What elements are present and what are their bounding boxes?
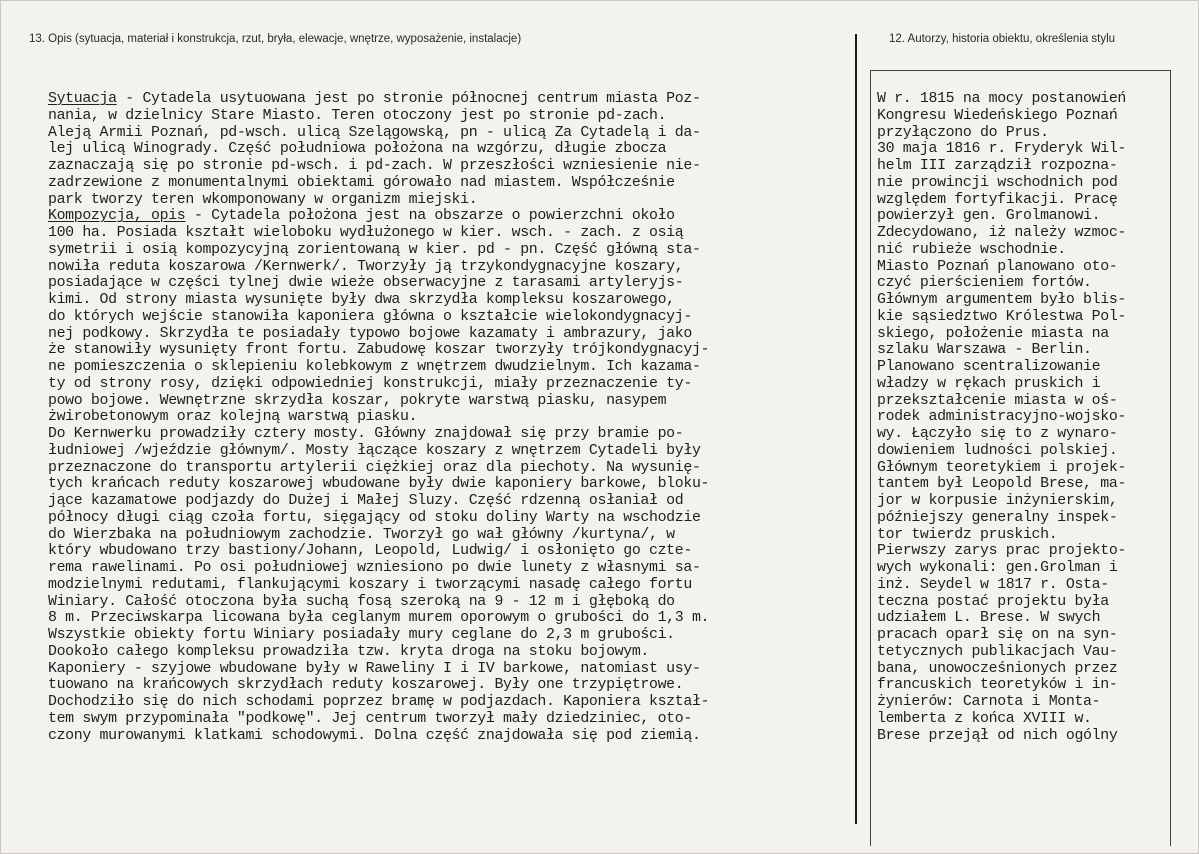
text-line: żynierów: Carnota i Monta-: [877, 694, 1101, 710]
text-line: [48, 208, 838, 225]
text-line: że stanowiły wysunięty front fortu. Zabudowę koszar tworzyły trójkondygnacyj-: [48, 342, 710, 359]
text-line: tuowano na krańcowych skrzydłach reduty koszarowej. Były one trzypiętrowe.: [48, 677, 684, 694]
text-line: 30 maja 1816 r. Fryderyk Wil-: [877, 141, 1126, 158]
text-line: czyć pierścieniem fortów.: [877, 275, 1092, 292]
text-line: lemberta z końca XVIII w.: [877, 710, 1092, 727]
text-line: symetrii i osią kompozycyjną zorientowaną w kier. pd - pn. Część główną sta-: [48, 241, 701, 258]
section-title: Sytuacja: [48, 91, 117, 107]
text-line: teczna postać projektu była: [877, 593, 1109, 610]
text-line: przeznaczone do transportu artylerii ciężkiej oraz dla piechoty. Na wysunię-: [48, 459, 701, 476]
text-line: Pierwszy zarys prac projekto-: [877, 543, 1126, 560]
text-line: przyłączono do Prus.: [877, 124, 1049, 141]
text-line: nowiła reduta koszarowa /Kernwerk/. Tworzyły ją trzykondygnacyjne koszary,: [48, 258, 684, 275]
text-line: tor twierdz pruskich.: [877, 526, 1058, 543]
text-line: Do Kernwerku prowadziły cztery mosty. Główny znajdował się przy bramie po-: [48, 426, 684, 442]
text-line: Kongresu Wiedeńskiego Poznań: [877, 107, 1118, 124]
text-line: nej podkowy. Skrzydła te posiadały typowo bojowe kazamaty i ambrazury, jako: [48, 325, 692, 342]
text-line: zaznaczają się po stronie pd-wsch. i pd-zach. W przeszłości wzniesienie nie-: [48, 158, 701, 174]
section-first-line-rest: - Cytadela usytuowana jest po stronie północnej centrum miasta Poz-: [116, 91, 701, 107]
text-line: zadrzewione z monumentalnymi obiektami górowało nad miastem. Współcześnie: [48, 174, 675, 191]
text-line: Aleją Armii Poznań, pd-wsch. ulicą Szelągowską, pn - ulicą Za Cytadelą i da-: [48, 124, 701, 141]
text-line: łudniowej /wjeździe głównym/. Mosty łączące koszary z wnętrzem Cytadeli były: [48, 442, 701, 459]
text-line: powo bojowe. Wewnętrzne skrzydła koszar, pokryte warstwą piasku, nasypem: [48, 392, 667, 409]
text-line: północy długi ciąg czoła fortu, sięgający od stoku doliny Warty na wschodzie: [48, 509, 701, 526]
text-line: Głównym teoretykiem i projek-: [877, 459, 1126, 476]
text-line: wy. Łączyło się to z wynaro-: [877, 426, 1118, 442]
text-line: Dochodziło się do nich schodami poprzez bramę w podjazdach. Kaponiera kształ-: [48, 694, 710, 710]
text-line: Wszystkie obiekty fortu Winiary posiadały mury ceglane do 2,3 m grubości.: [48, 627, 675, 643]
text-line: bana, unowocześnionych przez: [877, 660, 1118, 677]
text-line: względem fortyfikacji. Pracę: [877, 191, 1118, 208]
text-line: Planowano scentralizowanie: [877, 359, 1101, 375]
text-line: do Wierzbaka na południowym zachodzie. Tworzył go wał główny /kurtyna/, w: [48, 526, 675, 543]
text-line: czony murowanymi klatkami schodowymi. Dolna część znajdowała się pod ziemią.: [48, 727, 701, 744]
text-line: posiadające w części tylnej dwie wieże obserwacyjne z tarasami artyleryjs-: [48, 275, 684, 292]
text-line: do których wejście stanowiła kaponiera główna o kształcie wielokondygnacyj-: [48, 308, 692, 325]
text-line: francuskich teoretyków i in-: [877, 677, 1118, 694]
text-line: skiego, położenie miasta na: [877, 325, 1109, 342]
text-line: ty od strony rosy, dzięki odpowiedniej konstrukcji, miały przeznaczenie ty-: [48, 375, 692, 392]
text-line: przekształcenie miasta w oś-: [877, 392, 1118, 409]
section-heading-description: 13. Opis (sytuacja, materiał i konstrukcja, rzut, bryła, elewacje, wnętrze, wyposażenie, instalacje): [29, 33, 522, 45]
text-line: dowieniem ludności polskiej.: [877, 442, 1118, 459]
text-line: ne pomieszczenia o sklepieniu kolebkowym z wnętrzem dwudzielnym. Ich kazama-: [48, 359, 701, 375]
text-line: tych krańcach reduty koszarowej wbudowane były dwie kaponiery barkowe, bloku-: [48, 476, 710, 493]
description-text: [48, 91, 838, 744]
text-line: kimi. Od strony miasta wysunięte były dwa skrzydła kompleksu koszarowego,: [48, 292, 675, 308]
text-line: W r. 1815 na mocy postanowień: [877, 91, 1126, 107]
text-line: Winiary. Całość otoczona była suchą fosą szeroką na 9 - 12 m i głęboką do: [48, 593, 675, 610]
text-line: nie prowincji wschodnich pod: [877, 174, 1118, 191]
text-line: nania, w dzielnicy Stare Miasto. Teren otoczony jest po stronie pd-zach.: [48, 107, 667, 124]
text-line: pracach oparł się on na syn-: [877, 627, 1118, 643]
text-line: modzielnymi redutami, flankującymi koszary i tworzącymi nasadę całego fortu: [48, 576, 692, 593]
text-line: Dookoło całego kompleksu prowadziła tzw. kryta droga na stoku bojowym.: [48, 643, 650, 660]
text-line: inż. Seydel w 1817 r. Osta-: [877, 576, 1109, 593]
text-line: żwirobetonowym oraz kolejną warstwą piasku.: [48, 409, 418, 426]
text-line: jor w korpusie inżynierskim,: [877, 493, 1118, 509]
column-divider: [855, 34, 857, 824]
text-line: Brese przejął od nich ogólny: [877, 727, 1118, 744]
text-line: tantem był Leopold Brese, ma-: [877, 476, 1126, 493]
text-line: Głównym argumentem było blis-: [877, 292, 1126, 308]
section-title: Kompozycja, opis: [48, 208, 186, 225]
text-line: [48, 91, 838, 108]
text-line: park tworzy teren wkomponowany w organizm miejski.: [48, 191, 478, 208]
text-line: Miasto Poznań planowano oto-: [877, 258, 1118, 275]
text-line: Kaponiery - szyjowe wbudowane były w Raweliny I i IV barkowe, natomiast usy-: [48, 660, 701, 677]
text-line: helm III zarządził rozpozna-: [877, 158, 1118, 174]
text-line: Zdecydowano, iż należy wzmoc-: [877, 225, 1126, 241]
text-line: szlaku Warszawa - Berlin.: [877, 342, 1092, 359]
text-line: udziałem L. Brese. W swych: [877, 610, 1101, 627]
text-line: późniejszy generalny inspek-: [877, 509, 1118, 526]
text-line: 100 ha. Posiada kształt wieloboku wydłużonego w kier. wsch. - zach. z osią: [48, 225, 684, 241]
text-line: jące kazamatowe podjazdy do Dużej i Małej Sluzy. Część rdzenną osłaniał od: [48, 493, 684, 509]
text-line: 8 m. Przeciwskarpa licowana była ceglanym murem oporowym o grubości do 1,3 m.: [48, 610, 710, 627]
section-heading-history: 12. Autorzy, historia obiektu, określenia stylu: [889, 33, 1116, 45]
section-first-line-rest: - Cytadela położona jest na obszarze o powierzchni około: [185, 208, 675, 225]
text-line: nić rubieże wschodnie.: [877, 241, 1066, 258]
text-line: tetycznych publikacjach Vau-: [877, 643, 1118, 660]
text-line: rodek administracyjno-wojsko-: [877, 409, 1126, 426]
text-line: lej ulicą Winogrady. Część południowa położona na wzgórzu, długie zbocza: [48, 141, 667, 158]
text-line: kie sąsiedztwo Królestwa Pol-: [877, 308, 1126, 325]
text-line: rema rawelinami. Po osi południowej wzniesiono po dwie lunety z własnymi sa-: [48, 560, 701, 576]
text-line: powierzył gen. Grolmanowi.: [877, 208, 1101, 225]
text-line: wych wykonali: gen.Grolman i: [877, 560, 1118, 576]
text-line: który wbudowano trzy bastiony/Johann, Leopold, Ludwig/ i osłonięto go czte-: [48, 543, 692, 560]
history-text: [877, 91, 1167, 744]
text-line: władzy w rękach pruskich i: [877, 375, 1101, 392]
text-line: tem swym przypominała "podkowę". Jej centrum tworzył mały dziedziniec, oto-: [48, 710, 692, 727]
